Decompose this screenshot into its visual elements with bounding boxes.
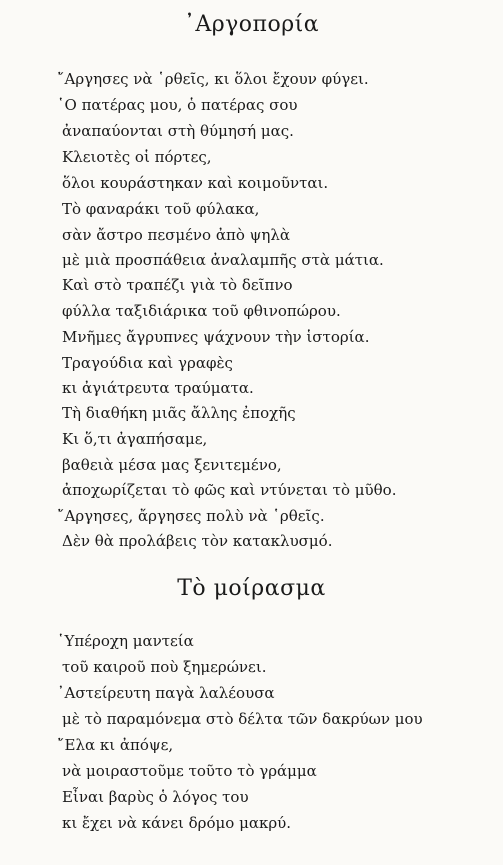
- poem-line: Κλειοτὲς οἱ πόρτες,: [62, 148, 212, 166]
- poem-line: Δὲν θὰ προλάβεις τὸν κατακλυσμό.: [62, 532, 333, 550]
- poem-line: κι ἀγιάτρευτα τραύματα.: [62, 379, 254, 397]
- poem-line: βαθειὰ μέσα μας ξενιτεμένο,: [62, 456, 282, 474]
- poem-line: φύλλα ταξιδιάρικα τοῦ φθινοπώρου.: [62, 302, 341, 320]
- poem-line: ὅλοι κουράστηκαν καὶ κοιμοῦνται.: [62, 174, 329, 192]
- poem-line: Κι ὅ,τι ἀγαπήσαμε,: [62, 430, 208, 448]
- poem-line: Τὴ διαθήκη μιᾶς ἄλλης ἐποχῆς: [62, 404, 296, 422]
- poem-line: Μνῆμες ἄγρυπνες ψάχνουν τὴν ἱστορία.: [62, 328, 370, 346]
- poem-line: ἀναπαύονται στὴ θύμησή μας.: [62, 122, 294, 140]
- poem-line: Τραγούδια καὶ γραφὲς: [62, 354, 233, 372]
- poem-title: Τὸ μοίρασμα: [177, 576, 326, 601]
- poem-line: μὲ τὸ παραμόνεμα στὸ δέλτα τῶν δακρύων μου: [62, 710, 423, 728]
- poem-line: νὰ μοιραστοῦμε τοῦτο τὸ γράμμα: [62, 762, 317, 780]
- poem-line: ῎Ελα κι ἀπόψε,: [57, 736, 174, 754]
- poem-line: κι ἔχει νὰ κάνει δρόμο μακρύ.: [62, 814, 292, 832]
- poem-line: σὰν ἄστρο πεσμένο ἀπὸ ψηλὰ: [62, 226, 291, 244]
- poem-line: ᾿Αστείρευτη παγὰ λαλέουσα: [57, 684, 275, 702]
- poem-line: ῎Αργησες νὰ ῾ρθεῖς, κι ὅλοι ἔχουν φύγει.: [57, 70, 369, 88]
- poem-line: Εἶναι βαρὺς ὁ λόγος του: [62, 788, 249, 806]
- poem-title: ᾿Αργοπορία: [183, 12, 320, 37]
- poem-line: Τὸ φαναράκι τοῦ φύλακα,: [62, 200, 260, 218]
- poem-line: μὲ μιὰ προσπάθεια ἀναλαμπῆς στὰ μάτια.: [62, 251, 384, 269]
- poem-line: ῾Ο πατέρας μου, ὁ πατέρας σου: [57, 96, 298, 114]
- poem-line: ἀποχωρίζεται τὸ φῶς καὶ ντύνεται τὸ μῦθο.: [62, 481, 397, 499]
- poem-line: Καὶ στὸ τραπέζι γιὰ τὸ δεῖπνο: [62, 276, 293, 294]
- poem-line: ῾Υπέροχη μαντεία: [57, 632, 194, 650]
- poem-line: τοῦ καιροῦ ποὺ ξημερώνει.: [62, 658, 267, 676]
- poem-line: ῎Αργησες, ἄργησες πολὺ νὰ ῾ρθεῖς.: [57, 507, 325, 525]
